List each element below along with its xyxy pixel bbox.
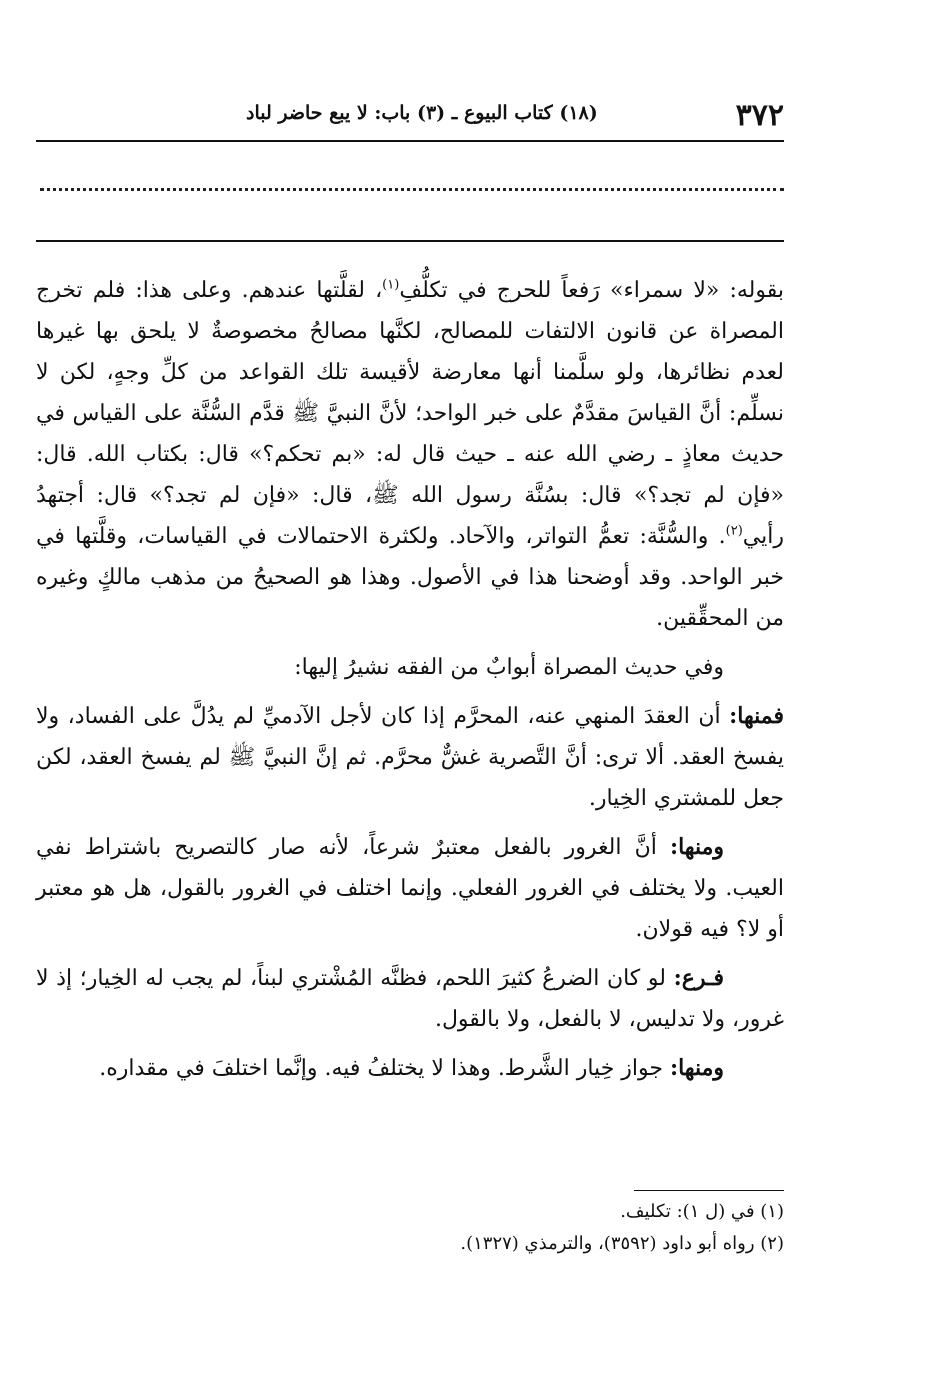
footnote-ref-1: (١) — [382, 277, 400, 293]
running-head: (١٨) كتاب البيوع ـ (٣) باب: لا يبع حاضر لباد — [246, 102, 598, 124]
main-text — [36, 270, 784, 1095]
paragraph-1-text-continued: ، لقلَّتها عندهم. وعلى هذا: فلم تخرج المصراة عن قانون الالتفات للمصالح، لكنَّها مصالحُ مخصوصةٌ لا يلحق بها غيرها لعدم نظائرها، ولو سلَّمنا أنها معارضة لأقيسة تلك القواعد من كلِّ وجهٍ، لكن لا نسلِّم: أنَّ القياسَ مقدَّمٌ على خبر الواحد؛ لأنَّ النبيَّ ﷺ قدَّم السُّنَّة على القياس في حديث معاذٍ ـ رضي الله عنه ـ حيث قال له: «بم تحكم؟» قال: بكتاب الله. قال: «فإن لم تجد؟» قال: بسُنَّة رسول الله ﷺ، قال: «فإن لم تجد؟» قال: أجتهدُ رأيي — [36, 278, 784, 549]
paragraph-1 — [36, 270, 784, 639]
footnote-2: (٢) رواه أبو داود (٣٥٩٢)، والترمذي (١٣٢٧). — [460, 1233, 784, 1254]
page-header — [36, 94, 784, 138]
paragraph-6-text: جواز خِيار الشَّرط. وهذا لا يختلفُ فيه. وإنَّما اختلفَ في مقداره. — [99, 1056, 670, 1081]
paragraph-3-text: أن العقدَ المنهي عنه، المحرَّم إذا كان لأجل الآدميِّ لم يدُلَّ على الفساد، ولا يفسخ العقد. ألا ترى: أنَّ التَّصرية غشٌّ محرَّم. ثم إنَّ النبيَّ ﷺ لم يفسخ العقد، لكن جعل للمشتري الخِيار. — [36, 704, 784, 811]
paragraph-1-text-end: . والسُّنَّة: تعمُّ التواتر، والآحاد. ولكثرة الاحتمالات في القياسات، وقلَّتها في خبر الواحد. وقد أوضحنا هذا في الأصول. وهذا هو الصحيحُ من مذهب مالكٍ وغيره من المحقِّقين. — [36, 524, 784, 631]
paragraph-4-lead: ومنها: — [669, 834, 724, 860]
header-rule — [36, 140, 784, 142]
paragraph-5 — [36, 958, 784, 1040]
paragraph-3 — [36, 696, 784, 819]
paragraph-1-text: بقوله: «لا سمراء» رَفعاً للحرج في تكلُّفِ — [399, 278, 784, 303]
dotted-separator — [40, 188, 784, 191]
paragraph-3-lead: فمنها: — [729, 703, 784, 729]
paragraph-4 — [36, 827, 784, 950]
paragraph-6-lead: ومنها: — [669, 1055, 724, 1081]
paragraph-5-lead: فـرع: — [673, 965, 724, 991]
paragraph-5-text: لو كان الضرعُ كثيرَ اللحم، فظنَّه المُشْتري لبناً، لم يجب له الخِيار؛ إذ لا غرور، ولا تدليس، لا بالفعل، ولا بالقول. — [36, 966, 784, 1032]
paragraph-6 — [36, 1048, 784, 1089]
section-rule — [36, 240, 784, 242]
paragraph-2: وفي حديث المصراة أبوابٌ من الفقه نشيرُ إليها: — [294, 655, 724, 680]
footnote-1: (١) في (ل ١): تكليف. — [620, 1201, 784, 1222]
footnotes — [36, 1196, 784, 1260]
page-number: ٣٧٢ — [735, 98, 784, 133]
footnote-rule — [634, 1190, 784, 1191]
footnote-ref-2: (٢) — [725, 523, 743, 539]
paragraph-4-text: أنَّ الغرور بالفعل معتبرٌ شرعاً، لأنه صار كالتصريح باشتراط نفي العيب. ولا يختلف في الغرور الفعلي. وإنما اختلف في الغرور بالقول، هل هو معتبر أو لا؟ فيه قولان. — [36, 835, 784, 942]
